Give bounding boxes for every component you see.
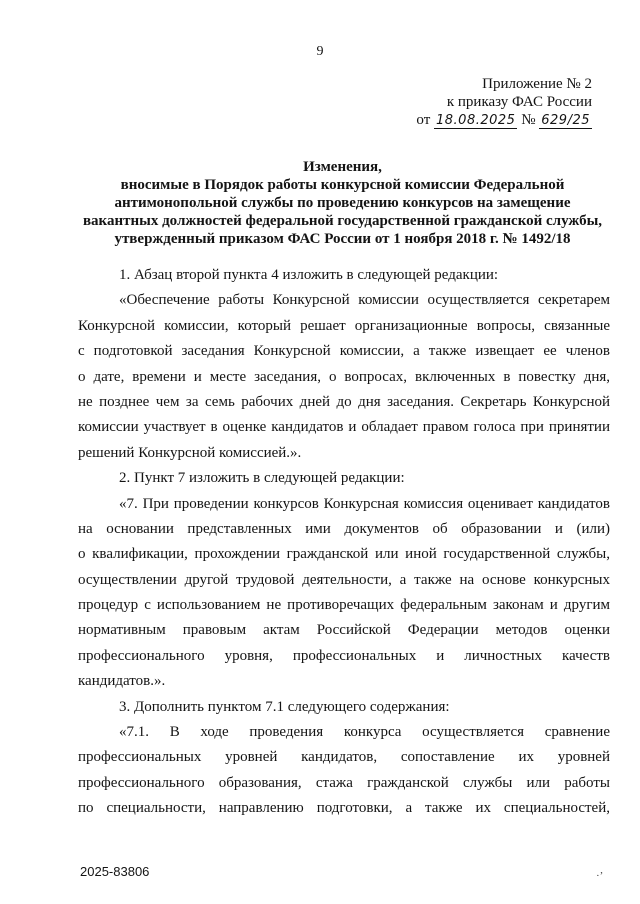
body-line: 3. Дополнить пунктом 7.1 следующего содержания: xyxy=(119,698,450,715)
body-line: 2. Пункт 7 изложить в следующей редакции: xyxy=(119,470,405,487)
title-heading: Изменения, xyxy=(303,159,382,175)
body-line: «Обеспечение работы Конкурсной комиссии осуществляется секретарем xyxy=(119,292,610,309)
date-label: от xyxy=(416,112,431,128)
page-number: 9 xyxy=(316,44,324,59)
body-line: о дате, времени и месте заседания, о вопросах, включенных в повестку дня, xyxy=(78,368,610,385)
document-body xyxy=(78,263,610,822)
appendix-block xyxy=(416,75,592,129)
document-code: 2025-83806 xyxy=(80,864,150,879)
handwritten-date: 18.08.2025 xyxy=(436,113,516,128)
body-line: осуществлении другой трудовой деятельности, а также на основе конкурсных xyxy=(78,571,610,588)
body-line: решений Конкурсной комиссией.». xyxy=(78,444,302,461)
scan-mark: ·’ xyxy=(596,870,604,882)
body-line: не позднее чем за семь рабочих дней до дня заседания. Секретарь Конкурсной xyxy=(78,393,610,410)
number-label: № xyxy=(521,112,536,128)
body-line: комиссии участвует в оценке кандидатов и обладает правом голоса при принятии xyxy=(78,419,610,436)
title-line: вакантных должностей федеральной государственной гражданской службы, xyxy=(82,213,603,229)
document-title xyxy=(70,158,615,248)
title-line: утвержденный приказом ФАС России от 1 ноября 2018 г. № 1492/18 xyxy=(114,231,571,247)
body-line: о квалификации, прохождении гражданской или иной государственной службы, xyxy=(78,546,610,563)
body-line: нормативным правовым актам Российской Федерации методов оценки xyxy=(78,622,610,639)
appendix-order-ref: к приказу ФАС России xyxy=(446,94,592,110)
body-line: «7.1. В ходе проведения конкурса осуществляется сравнение xyxy=(119,724,610,741)
body-line: профессионального уровня, профессиональных и личностных качеств xyxy=(78,647,610,664)
title-line: вносимые в Порядок работы конкурсной комиссии Федеральной xyxy=(120,177,565,193)
handwritten-number: 629/25 xyxy=(541,113,590,128)
body-line: профессионального образования, стажа гражданской службы или работы xyxy=(78,774,610,791)
body-line: по специальности, направлению подготовки, а также их специальностей, xyxy=(78,800,610,817)
body-line: профессиональных уровней кандидатов, сопоставление их уровней xyxy=(78,749,610,766)
body-line: процедур с использованием не противоречащих федеральным законам и другим xyxy=(78,597,610,614)
body-line: 1. Абзац второй пункта 4 изложить в следующей редакции: xyxy=(119,267,499,283)
title-lines xyxy=(70,176,615,248)
body-line: Конкурсной комиссии, который решает организационные вопросы, связанные xyxy=(78,317,610,334)
title-line: антимонопольной службы по проведению конкурсов на замещение xyxy=(114,195,571,211)
body-line: с подготовкой заседания Конкурсной комиссии, а также извещает ее членов xyxy=(78,343,610,360)
body-line: на основании представленных ими документов об образовании и (или) xyxy=(78,520,610,537)
body-line: кандидатов.». xyxy=(78,673,166,690)
appendix-date-line xyxy=(416,111,592,129)
body-line: «7. При проведении конкурсов Конкурсная комиссия оценивает кандидатов xyxy=(119,495,610,512)
appendix-title: Приложение № 2 xyxy=(482,76,592,92)
